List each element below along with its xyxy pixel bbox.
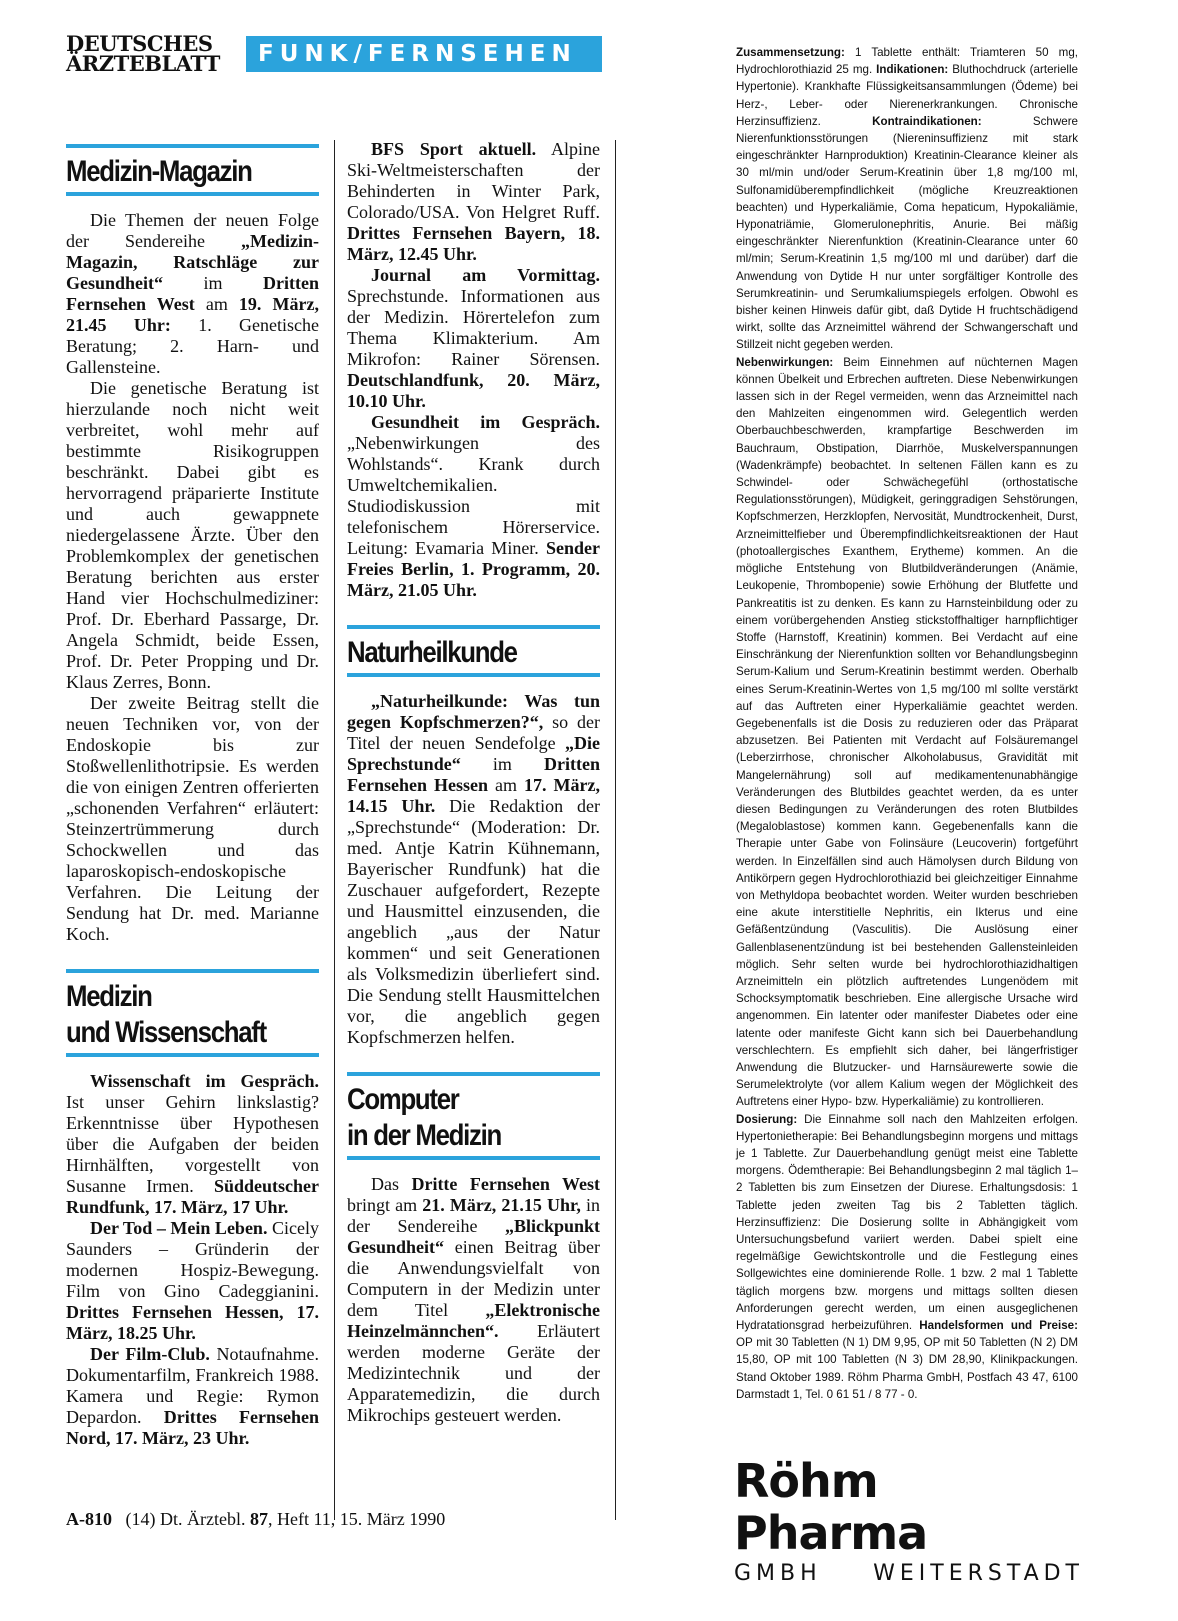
article-paragraph: Der Tod – Mein Leben. Cicely Saunders – Gründerin der modernen Hospiz-Bewegung. Film von Gino Cadeggianini. Drittes Fernsehen Hessen, 17. März, 18.25 Uhr. [66, 1218, 319, 1343]
section-label: Zusammensetzung: [736, 46, 845, 59]
heading-bottom-rule [66, 192, 319, 196]
drug-info-text: 1 Tablette enthält: Triamteren 50 mg, Hydrochlorothiazid 25 mg. [736, 46, 1078, 77]
drug-info-text: OP mit 30 Tabletten (N 1) DM 9,95, OP mit 50 Tabletten (N 2) DM 15,80, OP mit 100 Tabletten (N 3) DM 28,90, Klinikpackungen. Stand Oktober 1989. Röhm Pharma GmbH, Postfach 43 47, 6100 Darmstadt 1, Tel. 0 61 51 / 8 77 - 0. [736, 1336, 1078, 1401]
article-paragraph: Der zweite Beitrag stellt die neuen Techniken vor, von der Endoskopie bis zur Stoßwellenlithotripsie. Es werden die von einigen Zentren offerierten „schonenden Verfahren“ erläutert: Steinzertrümmerung durch Schockwellen und das laparoskopisch-endoskopische Verfahren. Die Leitung der Sendung hat Dr. med. Marianne Koch. [66, 693, 319, 944]
drug-information [736, 44, 1078, 1403]
drug-info-text: Schwere Nierenfunktionsstörungen (Niereninsuffizienz mit stark eingeschränkter Harnproduktion) Kreatinin-Clearance kleiner als 30 ml/min und/oder Serum-Kreatinin über 1,8 mg/100 ml, Sulfonamidüberempfindlichkeit (mögliche Kreuzreaktionen beachten) und Hyperkaliämie, Coma hepaticum, Hypokaliämie, Hyponatriämie, Glomerulonephritis, Anurie. Bei mäßig eingeschränkter Nierenfunktion (Kreatinin-Clearance unter 60 ml/min; Serum-Kreatinin 1,5 mg/100 ml und darüber) darf die Anwendung von Dytide H nur unter sorgfältiger Kontrolle des Serumkreatinin- und Serumkaliumspiegels erfolgen. Obwohl es bisher keinen Hinweis dafür gibt, daß Dytide H fruchtschädigend wirkt, sollte das Arzneimittel während der Schwangerschaft und Stillzeit nicht gegeben werden. [736, 114, 1078, 352]
heading-line: und Wissenschaft [66, 1016, 266, 1049]
heading-medizin-wissenschaft [66, 973, 324, 1053]
journal-logo-line2: ÄRZTEBLATT [66, 51, 220, 76]
journal-logo-line1: DEUTSCHES [66, 31, 213, 56]
section-label: Nebenwirkungen: [736, 355, 834, 369]
column-divider [615, 140, 616, 1520]
article-paragraph: Der Film-Club. Notaufnahme. Dokumentarfilm, Frankreich 1988. Kamera und Regie: Rymon Depardon. Drittes Fernsehen Nord, 17. März, 23 Uhr. [66, 1344, 319, 1448]
article-paragraph: Journal am Vormittag. Sprechstunde. Informationen aus der Medizin. Hörertelefon zum Thema Klimakterium. Am Mikrofon: Rainer Sörensen. Deutschlandfunk, 20. März, 10.10 Uhr. [347, 265, 600, 411]
heading-bottom-rule [347, 1156, 600, 1160]
page-number: A-810 [66, 1509, 112, 1529]
heading-bottom-rule [66, 1053, 319, 1057]
drug-info-text: Bluthochdruck (arterielle Hypertonie). Krankhafte Flüssigkeitsansammlungen (Ödeme) bei Herz-, Leber- oder Nierenerkrankungen. Chronische Herzinsuffizienz. [736, 63, 1079, 128]
brand-sub-left: GMBH [734, 1561, 822, 1586]
heading-line: Medizin [66, 980, 152, 1013]
column-divider [334, 140, 335, 1520]
brand-logo [734, 1455, 1084, 1586]
citation-issue: , Heft 11, 15. März 1990 [267, 1509, 446, 1529]
article-paragraph: Gesundheit im Gespräch. „Nebenwirkungen des Wohlstands“. Krank durch Umweltchemikalien. Studiodiskussion mit telefonischem Hörerservice. Leitung: Evamaria Miner. Sender Freies Berlin, 1. Programm, 20. März, 21.05 Uhr. [347, 412, 600, 600]
section-label: Kontraindikationen: [872, 114, 982, 128]
section-label: Handelsformen und Preise: [919, 1319, 1078, 1333]
article-paragraph: BFS Sport aktuell. Alpine Ski-Weltmeisterschaften der Behinderten in Winter Park, Colorado/USA. Von Helgret Ruff. Drittes Fernsehen Bayern, 18. März, 12.45 Uhr. [347, 139, 600, 264]
heading-line: Computer [347, 1083, 459, 1116]
brand-sub-right: WEITERSTADT [873, 1561, 1084, 1586]
article-paragraph: „Naturheilkunde: Was tun gegen Kopfschmerzen?“, so der Titel der neuen Sendefolge „Die Sprechstunde“ im Dritten Fernsehen Hessen am 17. März, 14.15 Uhr. Die Redaktion der „Sprechstunde“ (Moderation: Dr. med. Antje Katrin Kühnemann, Bayerischer Rundfunk) hat die Zuschauer aufgefordert, Rezepte und Hausmittel einzusenden, die angeblich „aus der Natur kommen“ und seit Generationen als Volksmedizin überliefert sind. Die Sendung stellt Hausmittelchen vor, die angeblich gegen Kopfschmerzen helfen. [347, 691, 600, 1047]
heading-computer-medizin [347, 1076, 605, 1156]
heading-bottom-rule [347, 673, 600, 677]
section-banner: FUNK/FERNSEHEN [246, 36, 602, 72]
article-paragraph: Wissenschaft im Gespräch. Ist unser Gehirn linkslastig? Erkenntnisse über Hypothesen über die Aufgaben der beiden Hirnhälften, vorgestellt von Susanne Irmen. Süddeutscher Rundfunk, 17. März, 17 Uhr. [66, 1071, 319, 1217]
article-paragraph: Die genetische Beratung ist hierzulande noch nicht weit verbreitet, wohl mehr auf bestimmte Risikogruppen beschränkt. Dabei gibt es hervorragend präparierte Institute und auch gewappnete niedergelassene Ärzte. Über den Problemkomplex der genetischen Beratung berichten aus erster Hand vier Hochschulmediziner: Prof. Dr. Eberhard Passarge, Dr. Angela Schmidt, beide Essen, Prof. Dr. Peter Propping und Dr. Klaus Zerres, Bonn. [66, 378, 319, 692]
heading-naturheilkunde: Naturheilkunde [347, 636, 517, 669]
journal-logo [66, 31, 241, 76]
citation: (14) Dt. Ärztebl. [125, 1509, 250, 1529]
brand-subline [734, 1561, 1084, 1586]
column-middle [347, 139, 600, 1426]
drug-info-text: Beim Einnehmen auf nüchternen Magen können Übelkeit und Erbrechen auftreten. Diese Nebenwirkungen lassen sich in der Regel vermeiden, wenn das Arzneimittel nach den Mahlzeiten eingenommen wird. Gelegentlich werden Oberbauchbeschwerden, krampfartige Beschwerden im Bauchraum, Obstipation, Diarrhöe, Muskelverspannungen (Wadenkrämpfe) beobachtet. In seltenen Fällen kann es zu Schwindel- oder Schwächegefühl (orthostatische Regulationsstörungen), Müdigkeit, geringgradigen Sehstörungen, Kopfschmerzen, Herzklopfen, Nervosität, Mundtrockenheit, Durst, Arzneimittelfieber und Überempfindlichkeitsreaktionen der Haut (photoallergisches Exanthem, Erytheme) kommen. An die mögliche Entstehung von Blutbildveränderungen (Anämie, Leukopenie, Thrombopenie) sowie Erhöhung der Blutfette und Pankreatitis ist zu denken. Es kann zu Harnsteinbildung oder zu einem vorübergehenden Anstieg stickstoffhaltiger harnpflichtiger Stoffe (Harnstoff, Kreatinin) kommen. Bei Verdacht auf eine Einschränkung der Nierenfunktion sollten vor Behandlungsbeginn Serum-Kalium und Serum-Kreatinin bestimmt werden. Oberhalb eines Serum-Kreatinin-Wertes von 1,5 mg/100 ml sollte verstärkt auf das Auftreten einer Hyperkaliämie geachtet werden. Gegebenenfalls ist die Dosis zu reduzieren oder das Präparat abzusetzen. Bei Patienten mit Verdacht auf Folsäuremangel (Leberzirrhose, chronischer Alkoholabusus, Gravidität mit Mangelernährung) soll auf medikamentenunabhängige Veränderungen des Blutbildes geachtet werden, da es unter diesen Bedingungen zu Veränderungen des roten Blutbildes (Megaloblastose) kommen kann. Gegebenenfalls kann die Therapie unter Gabe von Folinsäure (Leucoverin) fortgeführt werden. In Einzelfällen sind auch Hämolysen durch Bildung von Antikörpern gegen Hydrochlorothiazid bei gleichzeitiger Einnahme von Methyldopa beobachtet worden. Weiter wurden beschrieben eine akute interstitielle Nephritis, ein Ikterus und eine Gefäßentzündung (Vasculitis). Die Auslösung einer Gallenblasenentzündung ist bei bestehenden Gallensteinleiden möglich. Sehr selten wurde bei hydrochlorothiazidhaltigen Arzneimitteln ein plötzlich auftretendes Lungenödem mit Schocksymptomatik beschrieben. Eine allergische Ursache wird angenommen. Ein latenter oder manifester Diabetes oder eine latente oder manifeste Gicht kann sich bei Dauerbehandlung verschlechtern. Es empfiehlt sich daher, bei längerfristiger Anwendung die Blutzucker- und Harnsäurewerte sowie die Serumelektrolyte (vor allem Kalium wegen der Möglichkeit des Auftretens einer Hypo- bzw. Hyperkaliämie) zu kontrollieren. [736, 355, 1078, 1109]
brand-name: Röhm Pharma [734, 1454, 928, 1560]
drug-info-text: Die Einnahme soll nach den Mahlzeiten erfolgen. Hypertonietherapie: Bei Behandlungsbeginn morgens und mittags je 1 Tablette. Zur Dauerbehandlung genügt meist eine Tablette morgens. Ödemtherapie: Bei Behandlungsbeginn 2 mal täglich 1–2 Tabletten bis zum Einsetzen der Diurese. Erhaltungsdosis: 1 Tablette jeden zweiten Tag bis 2 Tabletten täglich. Herzinsuffizienz: Die Dosierung sollte in Abhängigkeit vom Untersuchungsbefund variiert werden. Dabei spielt eine regelmäßige Gewichtskontrolle und die Festlegung eines Sollgewichtes eine dominierende Rolle. 1 bzw. 2 mal 1 Tablette täglich morgens bzw. morgens und mittags sollten diesen Anforderungen gerecht werden, um einen ausgeglichenen Hydratationsgrad herbeizuführen. [736, 1112, 1078, 1333]
volume-number: 87 [249, 1509, 268, 1529]
column-left [66, 144, 319, 1449]
article-paragraph: Die Themen der neuen Folge der Sendereihe „Medizin-Magazin, Ratschläge zur Gesundheit“ im Dritten Fernsehen West am 19. März, 21.45 Uhr: 1. Genetische Beratung; 2. Harn- und Gallensteine. [66, 210, 319, 377]
page-footer [66, 1509, 445, 1530]
heading-line: in der Medizin [347, 1119, 501, 1152]
heading-medizin-magazin: Medizin-Magazin [66, 155, 252, 188]
section-label: Indikationen: [876, 63, 949, 77]
article-paragraph: Das Dritte Fernsehen West bringt am 21. März, 21.15 Uhr, in der Sendereihe „Blickpunkt Gesundheit“ einen Beitrag über die Anwendungsvielfalt von Computern in der Medizin unter dem Titel „Elektronische Heinzelmännchen“. Erläutert werden moderne Geräte der Medizintechnik und der Apparatemedizin, die durch Mikrochips gesteuert werden. [347, 1174, 600, 1425]
section-label: Dosierung: [736, 1112, 798, 1126]
